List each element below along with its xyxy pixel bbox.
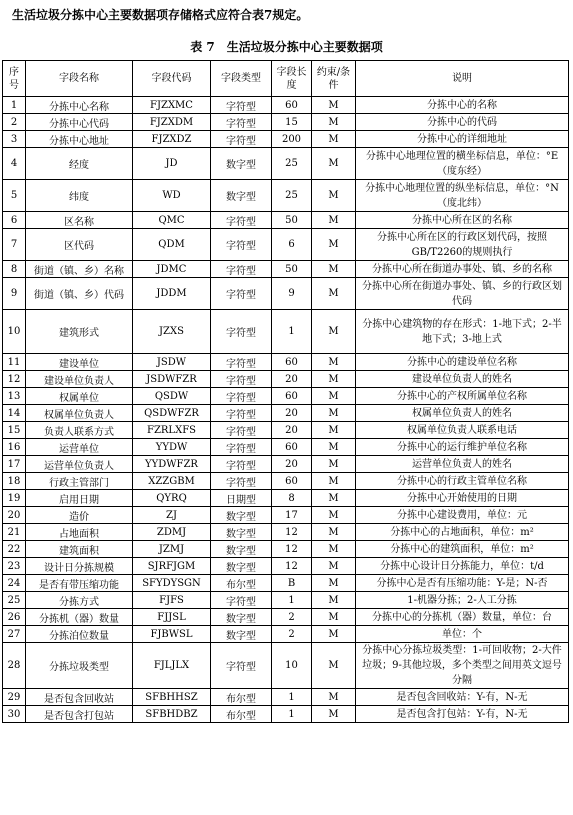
cell-code: FJBWSL (133, 626, 211, 643)
table-row (3, 148, 569, 180)
cell-description: 分拣中心所在街道办事处、镇、乡的行政区划代码 (356, 278, 569, 310)
table-row (3, 180, 569, 212)
cell-length: 60 (272, 439, 312, 456)
cell-length: 20 (272, 422, 312, 439)
cell-length: 1 (272, 689, 312, 706)
cell-type: 字符型 (211, 114, 272, 131)
table-row (3, 278, 569, 310)
cell-no: 11 (3, 354, 26, 371)
cell-type: 字符型 (211, 592, 272, 609)
cell-description: 1-机器分拣；2-人工分拣 (356, 592, 569, 609)
table-row (3, 689, 569, 706)
cell-constraint: M (312, 706, 356, 723)
cell-type: 字符型 (211, 229, 272, 261)
cell-description: 单位：个 (356, 626, 569, 643)
cell-name: 分拣泊位数量 (26, 626, 133, 643)
table-row (3, 541, 569, 558)
cell-length: 1 (272, 592, 312, 609)
cell-length: 60 (272, 473, 312, 490)
cell-constraint: M (312, 371, 356, 388)
table-row (3, 97, 569, 114)
cell-type: 字符型 (211, 371, 272, 388)
cell-constraint: M (312, 558, 356, 575)
cell-no: 16 (3, 439, 26, 456)
cell-name: 建筑形式 (26, 310, 133, 354)
cell-code: JDDM (133, 278, 211, 310)
cell-constraint: M (312, 575, 356, 592)
table-row (3, 592, 569, 609)
header-no: 序号 (3, 61, 26, 97)
cell-code: YYDWFZR (133, 456, 211, 473)
cell-type: 数字型 (211, 180, 272, 212)
cell-code: JSDWFZR (133, 371, 211, 388)
cell-no: 20 (3, 507, 26, 524)
cell-name: 分拣方式 (26, 592, 133, 609)
cell-constraint: M (312, 354, 356, 371)
cell-code: QYRQ (133, 490, 211, 507)
cell-code: FZRLXFS (133, 422, 211, 439)
cell-length: 17 (272, 507, 312, 524)
cell-length: 12 (272, 524, 312, 541)
cell-constraint: M (312, 592, 356, 609)
cell-length: 25 (272, 148, 312, 180)
table-row (3, 354, 569, 371)
cell-constraint: M (312, 388, 356, 405)
cell-constraint: M (312, 524, 356, 541)
cell-type: 字符型 (211, 131, 272, 148)
cell-length: 20 (272, 371, 312, 388)
cell-code: FJLJLX (133, 643, 211, 689)
cell-length: 200 (272, 131, 312, 148)
cell-no: 19 (3, 490, 26, 507)
cell-type: 字符型 (211, 473, 272, 490)
cell-no: 25 (3, 592, 26, 609)
cell-code: SFBHDBZ (133, 706, 211, 723)
cell-description: 分拣中心的建筑面积，单位：m² (356, 541, 569, 558)
cell-no: 28 (3, 643, 26, 689)
cell-name: 经度 (26, 148, 133, 180)
cell-constraint: M (312, 114, 356, 131)
cell-no: 14 (3, 405, 26, 422)
cell-constraint: M (312, 148, 356, 180)
cell-no: 5 (3, 180, 26, 212)
cell-name: 是否有带压缩功能 (26, 575, 133, 592)
table-row (3, 229, 569, 261)
cell-length: 12 (272, 558, 312, 575)
cell-no: 23 (3, 558, 26, 575)
cell-name: 分拣机（器）数量 (26, 609, 133, 626)
cell-no: 7 (3, 229, 26, 261)
cell-type: 字符型 (211, 97, 272, 114)
cell-name: 建设单位 (26, 354, 133, 371)
cell-no: 6 (3, 212, 26, 229)
cell-name: 分拣垃圾类型 (26, 643, 133, 689)
cell-code: FJZXDZ (133, 131, 211, 148)
table-header-row (3, 61, 569, 97)
cell-no: 1 (3, 97, 26, 114)
cell-description: 分拣中心所在区的行政区划代码，按照GB/T2260的规则执行 (356, 229, 569, 261)
cell-name: 权属单位 (26, 388, 133, 405)
table-row (3, 507, 569, 524)
cell-code: JSDW (133, 354, 211, 371)
cell-name: 是否包含回收站 (26, 689, 133, 706)
cell-length: 12 (272, 541, 312, 558)
cell-no: 17 (3, 456, 26, 473)
cell-description: 分拣中心所在区的名称 (356, 212, 569, 229)
cell-length: 25 (272, 180, 312, 212)
cell-type: 数字型 (211, 524, 272, 541)
cell-description: 分拣中心的运行维护单位名称 (356, 439, 569, 456)
cell-code: FJZXDM (133, 114, 211, 131)
cell-name: 建设单位负责人 (26, 371, 133, 388)
cell-length: 1 (272, 310, 312, 354)
cell-type: 数字型 (211, 609, 272, 626)
table-row (3, 422, 569, 439)
cell-no: 12 (3, 371, 26, 388)
table-row (3, 212, 569, 229)
cell-code: XZZGBM (133, 473, 211, 490)
cell-constraint: M (312, 456, 356, 473)
cell-description: 分拣中心的名称 (356, 97, 569, 114)
cell-constraint: M (312, 643, 356, 689)
cell-description: 权属单位负责人的姓名 (356, 405, 569, 422)
cell-no: 4 (3, 148, 26, 180)
cell-no: 15 (3, 422, 26, 439)
cell-type: 日期型 (211, 490, 272, 507)
cell-constraint: M (312, 229, 356, 261)
cell-description: 分拣中心开始使用的日期 (356, 490, 569, 507)
table-row (3, 261, 569, 278)
table-row (3, 131, 569, 148)
cell-name: 行政主管部门 (26, 473, 133, 490)
cell-no: 13 (3, 388, 26, 405)
cell-description: 分拣中心的产权所属单位名称 (356, 388, 569, 405)
cell-constraint: M (312, 541, 356, 558)
header-type: 字段类型 (211, 61, 272, 97)
cell-type: 字符型 (211, 278, 272, 310)
cell-description: 分拣中心所在街道办事处、镇、乡的名称 (356, 261, 569, 278)
cell-name: 街道（镇、乡）名称 (26, 261, 133, 278)
cell-length: 15 (272, 114, 312, 131)
cell-constraint: M (312, 439, 356, 456)
cell-code: FJJSL (133, 609, 211, 626)
cell-type: 数字型 (211, 541, 272, 558)
cell-type: 字符型 (211, 439, 272, 456)
cell-name: 负责人联系方式 (26, 422, 133, 439)
cell-type: 字符型 (211, 456, 272, 473)
cell-description: 分拣中心地理位置的纵坐标信息，单位：°N（度北纬） (356, 180, 569, 212)
cell-code: JZXS (133, 310, 211, 354)
cell-name: 分拣中心代码 (26, 114, 133, 131)
cell-code: SFBHHSZ (133, 689, 211, 706)
cell-type: 布尔型 (211, 575, 272, 592)
header-code: 字段代码 (133, 61, 211, 97)
cell-no: 21 (3, 524, 26, 541)
cell-length: 10 (272, 643, 312, 689)
table-row (3, 473, 569, 490)
cell-code: FJFS (133, 592, 211, 609)
cell-constraint: M (312, 405, 356, 422)
cell-length: 20 (272, 456, 312, 473)
cell-name: 造价 (26, 507, 133, 524)
cell-code: ZDMJ (133, 524, 211, 541)
table-row (3, 609, 569, 626)
table-row (3, 706, 569, 723)
cell-length: 2 (272, 609, 312, 626)
table-row (3, 456, 569, 473)
cell-constraint: M (312, 310, 356, 354)
cell-code: QMC (133, 212, 211, 229)
cell-description: 分拣中心是否有压缩功能：Y-是；N-否 (356, 575, 569, 592)
cell-code: YYDW (133, 439, 211, 456)
cell-type: 字符型 (211, 643, 272, 689)
cell-code: QSDWFZR (133, 405, 211, 422)
cell-name: 分拣中心地址 (26, 131, 133, 148)
cell-length: 50 (272, 261, 312, 278)
cell-constraint: M (312, 609, 356, 626)
cell-length: 9 (272, 278, 312, 310)
intro-text: 生活垃圾分拣中心主要数据项存储格式应符合表7规定。 (12, 8, 309, 22)
cell-no: 2 (3, 114, 26, 131)
cell-length: 8 (272, 490, 312, 507)
cell-no: 30 (3, 706, 26, 723)
table-row (3, 524, 569, 541)
cell-description: 是否包含打包站：Y-有，N-无 (356, 706, 569, 723)
table-row (3, 388, 569, 405)
cell-description: 权属单位负责人联系电话 (356, 422, 569, 439)
cell-code: JZMJ (133, 541, 211, 558)
cell-constraint: M (312, 212, 356, 229)
cell-length: 60 (272, 354, 312, 371)
cell-no: 9 (3, 278, 26, 310)
cell-no: 27 (3, 626, 26, 643)
cell-name: 纬度 (26, 180, 133, 212)
table-row (3, 371, 569, 388)
cell-type: 数字型 (211, 507, 272, 524)
cell-type: 字符型 (211, 422, 272, 439)
cell-description: 分拣中心地理位置的横坐标信息，单位：°E（度东经） (356, 148, 569, 180)
cell-description: 分拣中心的代码 (356, 114, 569, 131)
cell-length: 6 (272, 229, 312, 261)
cell-no: 29 (3, 689, 26, 706)
header-constraint: 约束/条件 (312, 61, 356, 97)
cell-code: JDMC (133, 261, 211, 278)
cell-constraint: M (312, 490, 356, 507)
cell-name: 启用日期 (26, 490, 133, 507)
cell-description: 建设单位负责人的姓名 (356, 371, 569, 388)
cell-no: 3 (3, 131, 26, 148)
cell-length: 1 (272, 706, 312, 723)
table-row (3, 575, 569, 592)
data-items-table (2, 60, 569, 723)
cell-no: 22 (3, 541, 26, 558)
cell-type: 字符型 (211, 354, 272, 371)
table-row (3, 626, 569, 643)
cell-constraint: M (312, 689, 356, 706)
cell-code: FJZXMC (133, 97, 211, 114)
cell-name: 区代码 (26, 229, 133, 261)
cell-type: 数字型 (211, 626, 272, 643)
cell-description: 分拣中心分拣垃圾类型：1-可回收物；2-大件垃圾；9-其他垃圾，多个类型之间用英文逗号分隔 (356, 643, 569, 689)
cell-constraint: M (312, 278, 356, 310)
cell-type: 字符型 (211, 405, 272, 422)
cell-name: 运营单位负责人 (26, 456, 133, 473)
header-length: 字段长度 (272, 61, 312, 97)
cell-description: 分拣中心的建设单位名称 (356, 354, 569, 371)
cell-description: 是否包含回收站：Y-有，N-无 (356, 689, 569, 706)
cell-type: 字符型 (211, 212, 272, 229)
cell-description: 分拣中心的占地面积，单位：m² (356, 524, 569, 541)
cell-constraint: M (312, 626, 356, 643)
cell-code: JD (133, 148, 211, 180)
table-row (3, 114, 569, 131)
cell-code: ZJ (133, 507, 211, 524)
table-caption: 表 7 生活垃圾分拣中心主要数据项 (190, 40, 383, 54)
cell-type: 布尔型 (211, 689, 272, 706)
header-name: 字段名称 (26, 61, 133, 97)
cell-type: 数字型 (211, 558, 272, 575)
table-row (3, 439, 569, 456)
cell-constraint: M (312, 97, 356, 114)
cell-length: 20 (272, 405, 312, 422)
cell-constraint: M (312, 422, 356, 439)
cell-description: 分拣中心设计日分拣能力，单位：t/d (356, 558, 569, 575)
cell-name: 占地面积 (26, 524, 133, 541)
table-row (3, 558, 569, 575)
cell-name: 设计日分拣规模 (26, 558, 133, 575)
table-row (3, 310, 569, 354)
table-row (3, 490, 569, 507)
cell-no: 10 (3, 310, 26, 354)
cell-type: 字符型 (211, 388, 272, 405)
cell-code: WD (133, 180, 211, 212)
cell-no: 24 (3, 575, 26, 592)
cell-description: 分拣中心建设费用，单位：元 (356, 507, 569, 524)
cell-length: B (272, 575, 312, 592)
cell-description: 运营单位负责人的姓名 (356, 456, 569, 473)
cell-description: 分拣中心的分拣机（器）数量，单位：台 (356, 609, 569, 626)
cell-code: QSDW (133, 388, 211, 405)
cell-length: 60 (272, 97, 312, 114)
table-row (3, 643, 569, 689)
cell-constraint: M (312, 507, 356, 524)
cell-type: 字符型 (211, 310, 272, 354)
cell-name: 建筑面积 (26, 541, 133, 558)
cell-constraint: M (312, 473, 356, 490)
cell-name: 区名称 (26, 212, 133, 229)
cell-type: 数字型 (211, 148, 272, 180)
cell-code: QDM (133, 229, 211, 261)
cell-name: 分拣中心名称 (26, 97, 133, 114)
cell-description: 分拣中心的行政主管单位名称 (356, 473, 569, 490)
cell-constraint: M (312, 180, 356, 212)
cell-type: 布尔型 (211, 706, 272, 723)
header-description: 说明 (356, 61, 569, 97)
cell-code: SFYDYSGN (133, 575, 211, 592)
cell-name: 运营单位 (26, 439, 133, 456)
cell-description: 分拣中心建筑物的存在形式：1-地下式；2-半地下式；3-地上式 (356, 310, 569, 354)
table-row (3, 405, 569, 422)
cell-name: 街道（镇、乡）代码 (26, 278, 133, 310)
cell-no: 26 (3, 609, 26, 626)
cell-constraint: M (312, 131, 356, 148)
cell-no: 18 (3, 473, 26, 490)
cell-description: 分拣中心的详细地址 (356, 131, 569, 148)
cell-constraint: M (312, 261, 356, 278)
cell-code: SJRFJGM (133, 558, 211, 575)
cell-no: 8 (3, 261, 26, 278)
cell-type: 字符型 (211, 261, 272, 278)
cell-length: 50 (272, 212, 312, 229)
cell-name: 权属单位负责人 (26, 405, 133, 422)
cell-name: 是否包含打包站 (26, 706, 133, 723)
cell-length: 60 (272, 388, 312, 405)
cell-length: 2 (272, 626, 312, 643)
